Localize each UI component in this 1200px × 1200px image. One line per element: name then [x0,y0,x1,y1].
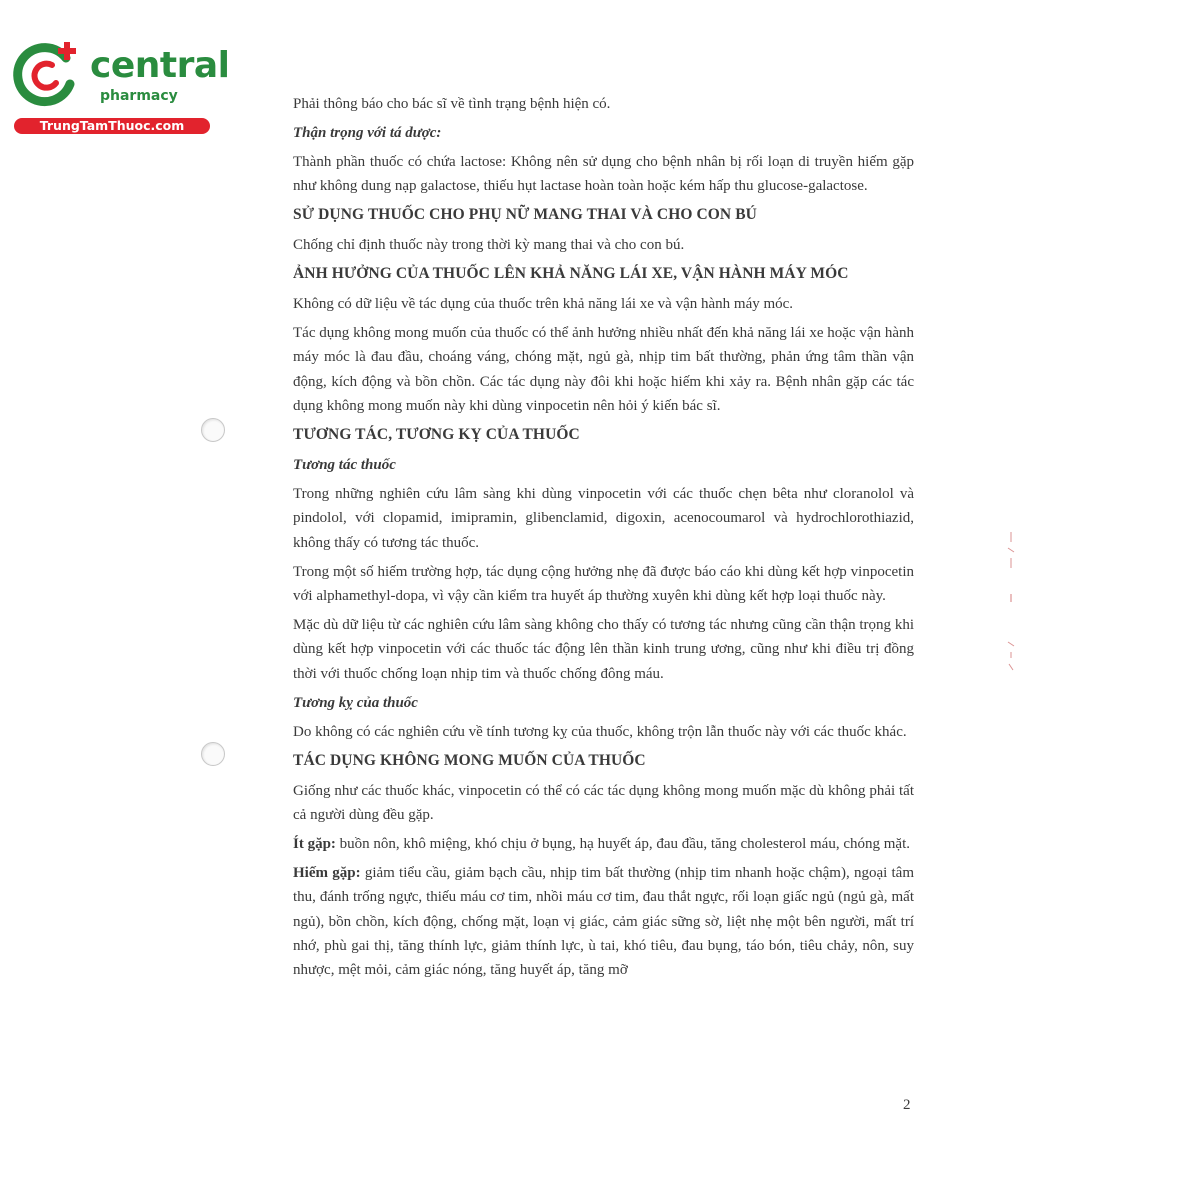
subheading-excipient: Thận trọng với tá dược: [293,124,442,141]
section-heading-interactions: TƯƠNG TÁC, TƯƠNG KỴ CỦA THUỐC [293,426,580,444]
central-pharmacy-logo [12,38,230,138]
section-heading-driving: ẢNH HƯỞNG CỦA THUỐC LÊN KHẢ NĂNG LÁI XE, VẬN HÀNH MÁY MÓC [293,265,849,283]
margin-stamp-mark [1004,530,1017,570]
punch-hole-top [201,418,225,442]
uncommon-text: buồn nôn, khô miệng, khó chịu ở bụng, hạ huyết áp, đau đầu, tăng cholesterol máu, chóng mặt. [335,835,910,852]
logo-banner: TrungTamThuoc.com [14,118,210,134]
punch-hole-bottom [201,742,225,766]
section-heading-adverse: TÁC DỤNG KHÔNG MONG MUỐN CỦA THUỐC [293,751,646,769]
page-number: 2 [903,1097,911,1113]
paragraph: Mặc dù dữ liệu từ các nghiên cứu lâm sàng không cho thấy có tương tác nhưng cũng cần thận trọng khi dùng kết hợp vinpocetin với các thuốc tác động lên thần kinh trung ương, cũng như khi điều trị đồng thời với thuốc chống loạn nhịp tim và thuốc chống đông máu. [293,617,914,682]
uncommon-label: Ít gặp: [293,835,336,852]
paragraph: Phải thông báo cho bác sĩ về tình trạng bệnh hiện có. [293,96,611,112]
pharmacy-cross-icon [12,38,84,110]
margin-stamp-mark [1004,638,1017,674]
paragraph: Chống chỉ định thuốc này trong thời kỳ mang thai và cho con bú. [293,237,685,254]
paragraph: Không có dữ liệu về tác dụng của thuốc trên khả năng lái xe và vận hành máy móc. [293,296,794,313]
logo-brand-text: central [90,45,230,86]
paragraph: Tác dụng không mong muốn của thuốc có thể ảnh hưởng nhiều nhất đến khả năng lái xe hoặc vận hành máy móc là đau đầu, choáng váng, chóng mặt, ngủ gà, nhịp tim bất thường, phản ứng tâm thần vận động, kích động và bồn chồn. Các tác dụng này đôi khi hoặc hiếm khi xảy ra. Bệnh nhân gặp các tác dụng không mong muốn này khi dùng vinpocetin nên hỏi ý kiến bác sĩ. [293,324,914,415]
paragraph: Trong một số hiếm trường hợp, tác dụng cộng hưởng nhẹ đã được báo cáo khi dùng kết hợp vinpocetin với alphamethyl-dopa, vì vậy cần kiểm tra huyết áp thường xuyên khi dùng kết hợp loại thuốc này. [293,563,914,605]
section-heading-pregnancy: SỬ DỤNG THUỐC CHO PHỤ NỮ MANG THAI VÀ CHO CON BÚ [293,206,757,224]
paragraph: Do không có các nghiên cứu về tính tương kỵ của thuốc, không trộn lẫn thuốc này với các thuốc khác. [293,723,907,740]
paragraph-uncommon [293,832,914,856]
rare-label: Hiếm gặp: [293,864,361,881]
margin-stamp-mark [1004,592,1017,604]
paragraph: Thành phần thuốc có chứa lactose: Không nên sử dụng cho bệnh nhân bị rối loạn di truyền hiếm gặp như không dung nạp galactose, thiếu hụt lactase hoàn toàn hoặc kém hấp thu glucose-galactose. [293,153,914,195]
logo-sub-text: pharmacy [100,88,178,104]
paragraph-rare [293,861,914,983]
document-body [293,92,914,987]
subheading-interactions: Tương tác thuốc [293,457,396,474]
subheading-incompatibility: Tương kỵ của thuốc [293,694,418,711]
paragraph: Giống như các thuốc khác, vinpocetin có thể có các tác dụng không mong muốn mặc dù không phải tất cả người dùng đều gặp. [293,782,914,823]
paragraph: Trong những nghiên cứu lâm sàng khi dùng vinpocetin với các thuốc chẹn bêta như cloranolol và pindolol, với clopamid, imipramin, glibenclamid, digoxin, acenocoumarol và hydrochlorothiazid, không thấy có tương tác thuốc. [293,485,914,551]
rare-text: giảm tiểu cầu, giảm bạch cầu, nhịp tim bất thường (nhịp tim nhanh hoặc chậm), ngoại tâm thu, đánh trống ngực, thiếu máu cơ tim, nhồi máu cơ tim, đau thắt ngực, rối loạn giấc ngủ (ngủ gà, mất ngủ), bồn chồn, kích động, chống mặt, loạn vị giác, cảm giác sững sờ, liệt nhẹ một bên người, mất trí nhớ, phù gai thị, tăng thính lực, giảm thính lực, ù tai, khó tiêu, đau bụng, táo bón, tiêu chảy, nôn, suy nhược, mệt mỏi, cảm giác nóng, tăng huyết áp, tăng mỡ [293,864,914,979]
